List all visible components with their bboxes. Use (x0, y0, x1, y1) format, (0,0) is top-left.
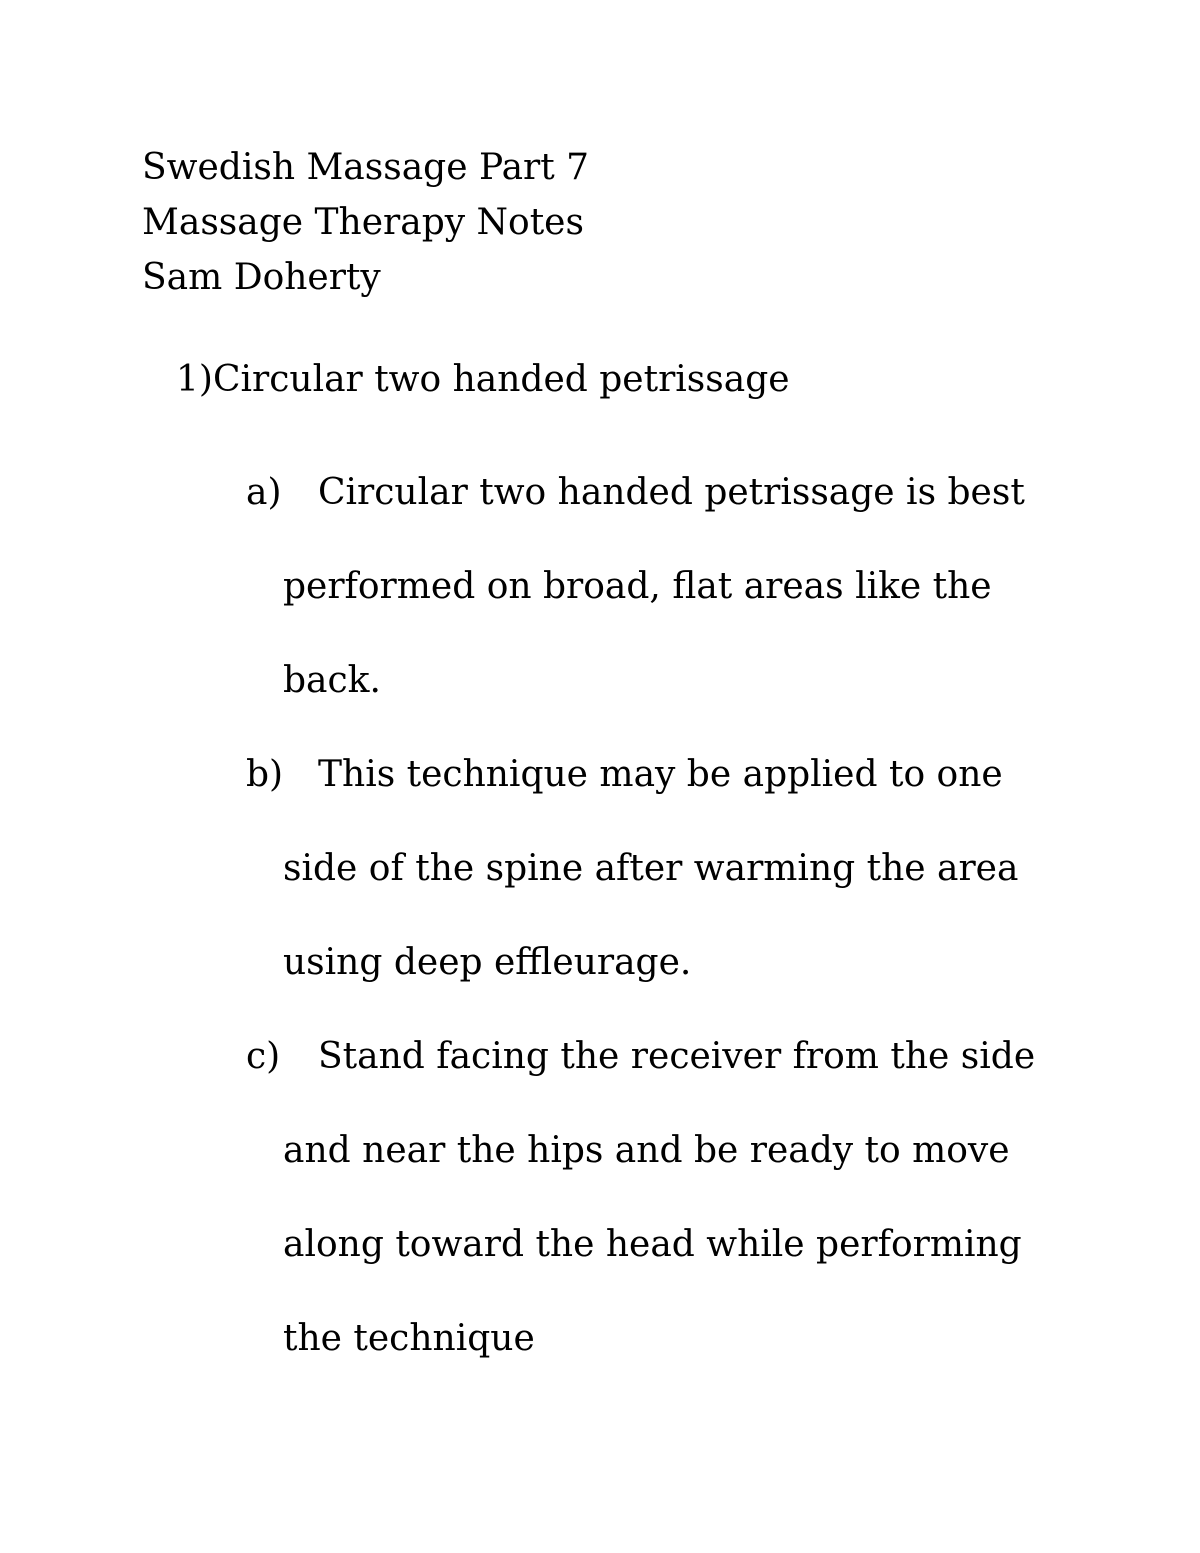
list-item-marker: a) (246, 472, 282, 513)
list-item-line: and near the hips and be ready to move (283, 1130, 1010, 1171)
list-item-line: Circular two handed petrissage is best (318, 472, 1025, 513)
section-heading: 1)Circular two handed petrissage (176, 359, 790, 400)
list-item-line: side of the spine after warming the area (283, 848, 1019, 889)
list-item-marker: b) (246, 754, 284, 795)
list-item-line: back. (283, 660, 381, 701)
notes-list (246, 446, 1066, 1386)
list-item-a (246, 446, 1066, 728)
list-item-line: Stand facing the receiver from the side (318, 1036, 1036, 1077)
list-item-line: along toward the head while performing (283, 1224, 1022, 1265)
list-item-marker: c) (246, 1036, 281, 1077)
document-title: Swedish Massage Part 7 (142, 147, 590, 188)
list-item-c (246, 1010, 1066, 1386)
document-author: Sam Doherty (142, 257, 381, 298)
list-item-b (246, 728, 1066, 1010)
list-item-line: the technique (283, 1318, 535, 1359)
document-subtitle: Massage Therapy Notes (142, 202, 584, 243)
list-item-line: This technique may be applied to one (318, 754, 1003, 795)
list-item-line: performed on broad, flat areas like the (283, 566, 992, 607)
document-header (142, 140, 1102, 305)
list-item-line: using deep effleurage. (283, 942, 692, 983)
